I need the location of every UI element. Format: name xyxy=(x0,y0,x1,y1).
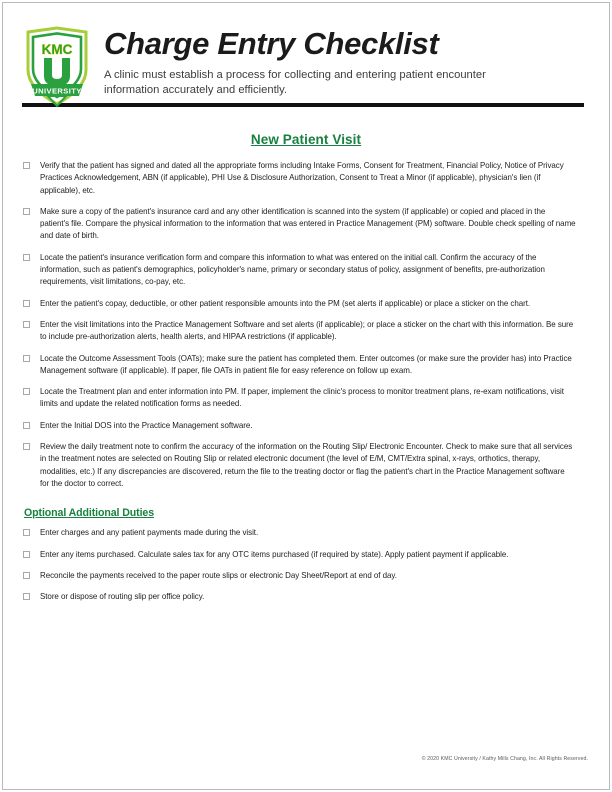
check-item-label: Locate the Treatment plan and enter information into PM. If paper, implement the clinic's process to monitor treatment plans, re-exam notifications, visit limits and update the related notification forms as needed. xyxy=(40,387,564,409)
footer-copyright: © 2020 KMC University / Kathy Mills Chang, Inc. All Rights Reserved. xyxy=(421,756,588,762)
kmc-university-shield-logo-icon xyxy=(24,26,90,108)
check-item[interactable] xyxy=(22,527,590,539)
checkbox-icon[interactable] xyxy=(23,254,30,261)
check-item[interactable] xyxy=(22,298,590,310)
check-item[interactable] xyxy=(22,420,590,432)
check-item[interactable] xyxy=(22,441,590,490)
checklist-new-patient-visit xyxy=(22,160,590,490)
check-item[interactable] xyxy=(22,319,590,344)
check-item[interactable] xyxy=(22,570,590,582)
section-heading-label: New Patient Visit xyxy=(250,132,362,147)
svg-text:UNIVERSITY: UNIVERSITY xyxy=(32,86,82,96)
check-item[interactable] xyxy=(22,353,590,378)
checkbox-icon[interactable] xyxy=(23,529,30,536)
checkbox-icon[interactable] xyxy=(23,551,30,558)
check-item[interactable] xyxy=(22,160,590,197)
header-divider xyxy=(22,103,584,107)
header-text-block xyxy=(104,26,494,99)
checkbox-icon[interactable] xyxy=(23,162,30,169)
check-item[interactable] xyxy=(22,252,590,289)
page-title: Charge Entry Checklist xyxy=(104,26,439,61)
checkbox-icon[interactable] xyxy=(23,355,30,362)
check-item-label: Locate the Outcome Assessment Tools (OATs); make sure the patient has completed them. Enter outcomes (or make sure the provider has) into Practice Management software (if applicable). If paper, file OATs in patient file for easy reference on follow up exam. xyxy=(40,353,572,375)
check-item[interactable] xyxy=(22,206,590,243)
check-item-label: Reconcile the payments received to the paper route slips or electronic Day Sheet/Report at end of day. xyxy=(40,570,397,580)
section-heading-new-patient-visit xyxy=(22,131,590,149)
page-subtitle: A clinic must establish a process for collecting and entering patient encounter information accurately and efficiently. xyxy=(104,68,486,97)
check-item-label: Verify that the patient has signed and dated all the appropriate forms including Intake Forms, Consent for Treatment, Financial Policy, Notice of Privacy Practices Acknowledgement, ABN (if applicable), PHI Use & Disclosure Authorization, Consent to Treat a Minor (if applicable), physician's lien (if applicable), etc. xyxy=(40,161,564,195)
checklist-optional-additional-duties xyxy=(22,527,590,603)
check-item-label: Make sure a copy of the patient's insurance card and any other identification is scanned into the system (if applicable) or copied and placed in the patient's file. Compare the physical information to the information that was entered in Practice Management (PM) software. Double check spelling of name and date of birth. xyxy=(40,206,576,241)
section-heading-optional-additional-duties xyxy=(24,503,590,521)
checkbox-icon[interactable] xyxy=(23,321,30,328)
checkbox-icon[interactable] xyxy=(23,572,30,579)
check-item-label: Locate the patient's insurance verification form and compare this information to what was entered on the initial call. Confirm the accuracy of the information, such as patient's demographics, policyholder's name, primary or secondary status of policy, assignment of benefits, pre-authorization requirements, visit limitations, co-pay, etc. xyxy=(40,252,545,287)
checkbox-icon[interactable] xyxy=(23,388,30,395)
check-item-label: Store or dispose of routing slip per office policy. xyxy=(40,592,205,602)
check-item-label: Enter the Initial DOS into the Practice Management software. xyxy=(40,420,253,430)
check-item-label: Enter any items purchased. Calculate sales tax for any OTC items purchased (if required by state). Apply patient payment if applicable. xyxy=(40,549,509,559)
check-item-label: Enter the visit limitations into the Practice Management Software and set alerts (if applicable); or place a sticker on the chart with this information. Be sure to include pre-authorization alerts, health alerts, and HIPAA restrictions (if applicable). xyxy=(40,319,574,342)
check-item[interactable] xyxy=(22,549,590,561)
section-heading-label: Optional Additional Duties xyxy=(24,507,155,520)
check-item-label: Enter the patient's copay, deductible, or other patient responsible amounts into the PM (set alerts if applicable) or place a sticker on the chart. xyxy=(40,298,531,308)
check-item[interactable] xyxy=(22,386,590,411)
check-item-label: Enter charges and any patient payments made during the visit. xyxy=(40,528,259,538)
checkbox-icon[interactable] xyxy=(23,593,30,600)
checkbox-icon[interactable] xyxy=(23,208,30,215)
check-item-label: Review the daily treatment note to confirm the accuracy of the information on the Routing Slip/ Electronic Encounter. Check to make sure that all services in the treatment notes are selected on Routing Slip or related electronic document (the level of E/M, CMT/Extra spinal, x-rays, orthotics, therapy, modalities, etc.) If any discrepancies are discovered, return the file to the treating doctor or flag the patient's chart in the Practice Management software for the doctor to correct. xyxy=(40,442,573,488)
check-item[interactable] xyxy=(22,591,590,603)
svg-text:KMC: KMC xyxy=(41,42,73,57)
checkbox-icon[interactable] xyxy=(23,422,30,429)
checkbox-icon[interactable] xyxy=(23,300,30,307)
checkbox-icon[interactable] xyxy=(23,443,30,450)
document-header xyxy=(22,0,590,96)
